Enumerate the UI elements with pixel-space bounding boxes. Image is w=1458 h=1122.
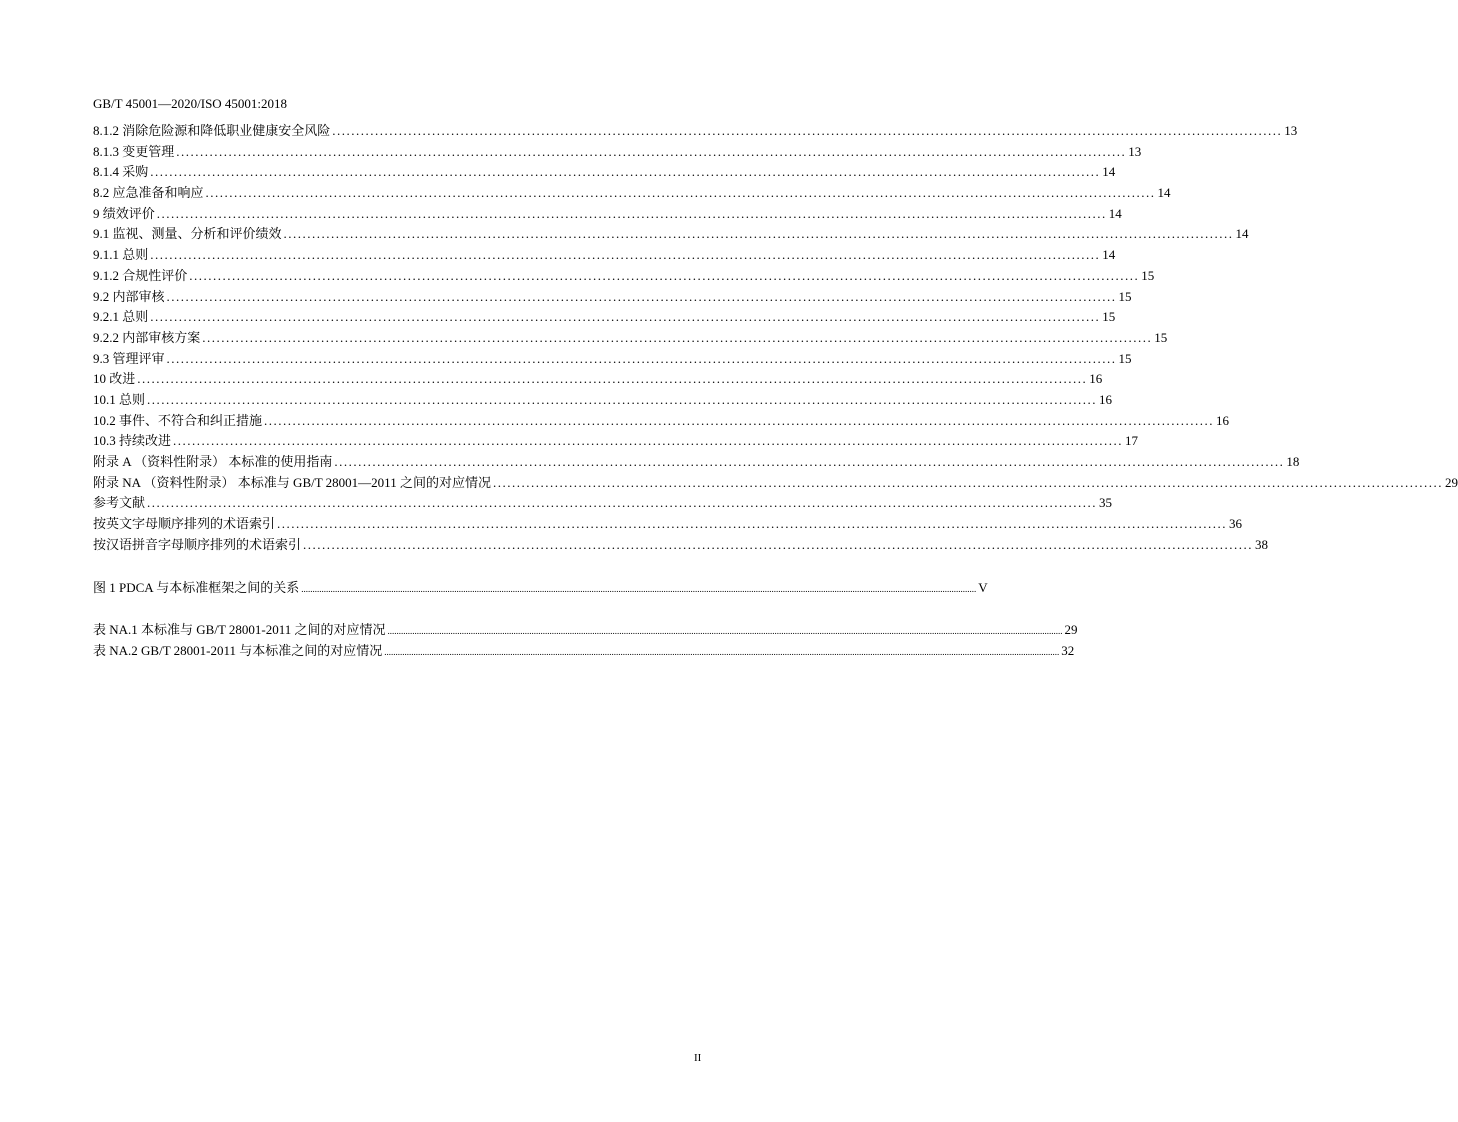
toc-entry-title: 10.1 总则: [93, 391, 146, 407]
toc-entry-page: 14: [1102, 164, 1116, 180]
toc-entry[interactable]: [93, 266, 1155, 287]
toc-entry-title: 附录 NA （资料性附录） 本标准与 GB/T 28001—2011 之间的对应情况: [93, 474, 491, 490]
toc-entry[interactable]: [93, 183, 1171, 204]
table-entry[interactable]: [93, 641, 1075, 662]
toc-entry-page: 36: [1229, 516, 1243, 532]
toc-entry[interactable]: [93, 287, 1132, 308]
dot-leader: ........................................................................................................................................................................................................: [150, 164, 1101, 180]
toc-entry-title: 参考文献: [93, 495, 146, 511]
dot-leader: ........................................................................................................................................................................................................: [147, 391, 1098, 407]
dot-leader: ........................................................................................................................................................................................................: [166, 350, 1117, 366]
dot-leader: ............................................................................................................................................................................................................................................................................................................: [301, 584, 977, 594]
dot-leader: ........................................................................................................................................................................................................: [150, 247, 1101, 263]
document-header: GB/T 45001—2020/ISO 45001:2018: [93, 96, 288, 111]
dot-leader: ........................................................................................................................................................................................................: [264, 412, 1215, 428]
dot-leader: ........................................................................................................................................................................................................: [492, 474, 1443, 490]
toc-entry-title: 8.1.2 消除危险源和降低职业健康安全风险: [93, 123, 331, 138]
toc-entry-title: 9.1.1 总则: [93, 247, 149, 263]
dot-leader: ........................................................................................................................................................................................................: [137, 371, 1088, 387]
toc-entry-title: 9.3 管理评审: [93, 350, 165, 366]
toc-entry-title: 按汉语拼音字母顺序排列的术语索引: [93, 536, 302, 552]
dot-leader: ........................................................................................................................................................................................................: [156, 205, 1107, 221]
toc-entry-page: 29: [1444, 474, 1458, 490]
toc-entry-page: 38: [1255, 536, 1269, 552]
toc-entry-title: 附录 A （资料性附录） 本标准的使用指南: [93, 454, 333, 469]
toc-entry-page: 15: [1102, 309, 1116, 325]
dot-leader: ........................................................................................................................................................................................................: [176, 143, 1127, 159]
table-entry-title: 表 NA.2 GB/T 28001-2011 与本标准之间的对应情况: [93, 642, 383, 658]
figure-entry[interactable]: [93, 578, 988, 599]
toc-entry-page: 15: [1118, 288, 1132, 304]
toc-entry[interactable]: [93, 473, 1458, 494]
list-of-tables: [93, 620, 1078, 661]
toc-entry[interactable]: [93, 390, 1113, 411]
dot-leader: ........................................................................................................................................................................................................: [303, 536, 1254, 552]
toc-entry-title: 9.2.2 内部审核方案: [93, 329, 201, 345]
toc-entry-title: 10.2 事件、不符合和纠正措施: [93, 412, 263, 428]
toc-entry[interactable]: [93, 349, 1132, 370]
toc-entry-page: 15: [1141, 267, 1155, 283]
toc-entry-page: 14: [1108, 205, 1122, 221]
dot-leader: ........................................................................................................................................................................................................: [283, 226, 1234, 242]
toc-entry[interactable]: [93, 452, 1300, 473]
table-entry-page: 32: [1061, 642, 1075, 658]
table-entry[interactable]: [93, 620, 1078, 641]
toc-entry-title: 9.1.2 合规性评价: [93, 267, 188, 283]
toc-entry-title: 9.1 监视、测量、分析和评价绩效: [93, 226, 282, 242]
dot-leader: ........................................................................................................................................................................................................: [150, 309, 1101, 325]
dot-leader: ........................................................................................................................................................................................................: [173, 433, 1124, 449]
figure-entry-page: V: [978, 580, 988, 595]
toc-entry[interactable]: [93, 411, 1230, 432]
dot-leader: ........................................................................................................................................................................................................: [147, 495, 1098, 511]
toc-entry-page: 16: [1089, 371, 1103, 387]
toc-entry[interactable]: [93, 204, 1122, 225]
figure-entry-title: 图 1 PDCA 与本标准框架之间的关系: [93, 580, 300, 595]
dot-leader: ........................................................................................................................................................................................................: [202, 329, 1153, 345]
toc-entry-title: 9.2 内部审核: [93, 288, 165, 304]
toc-entry[interactable]: [93, 224, 1249, 245]
dot-leader: ........................................................................................................................................................................................................: [332, 123, 1283, 138]
toc-entry-title: 10.3 持续改进: [93, 433, 172, 449]
toc-entry-page: 15: [1118, 350, 1132, 366]
table-entry-page: 29: [1064, 622, 1078, 637]
toc-entry[interactable]: [93, 431, 1139, 452]
toc-entry[interactable]: [93, 142, 1142, 163]
toc-entry-page: 16: [1216, 412, 1230, 428]
toc-entry-page: 14: [1102, 247, 1116, 263]
toc-entry-title: 8.1.4 采购: [93, 164, 149, 180]
table-entry-title: 表 NA.1 本标准与 GB/T 28001-2011 之间的对应情况: [93, 622, 386, 637]
toc-entry[interactable]: [93, 245, 1116, 266]
dot-leader: ........................................................................................................................................................................................................: [205, 185, 1156, 201]
toc-entry-title: 10 改进: [93, 371, 136, 387]
dot-leader: ............................................................................................................................................................................................................................................................................................................: [384, 646, 1060, 657]
dot-leader: ............................................................................................................................................................................................................................................................................................................: [387, 626, 1063, 636]
toc-entry-page: 15: [1154, 329, 1168, 345]
toc-entry-title: 8.2 应急准备和响应: [93, 185, 204, 201]
toc-entry-title: 8.1.3 变更管理: [93, 143, 175, 159]
page-number: II: [694, 1052, 702, 1064]
list-of-figures: [93, 578, 988, 599]
toc-entry-page: 18: [1286, 454, 1300, 469]
toc-entry-page: 16: [1099, 391, 1113, 407]
toc-entry-page: 17: [1125, 433, 1139, 449]
dot-leader: ........................................................................................................................................................................................................: [334, 454, 1285, 469]
toc-entry-page: 14: [1157, 185, 1171, 201]
dot-leader: ........................................................................................................................................................................................................: [277, 516, 1228, 532]
toc-entry[interactable]: [93, 162, 1116, 183]
toc-entry-title: 按英文字母顺序排列的术语索引: [93, 516, 276, 532]
table-of-contents: [93, 121, 1458, 555]
toc-entry-page: 35: [1099, 495, 1113, 511]
toc-entry-title: 9.2.1 总则: [93, 309, 149, 325]
toc-entry[interactable]: [93, 121, 1298, 142]
toc-entry[interactable]: [93, 328, 1168, 349]
toc-entry[interactable]: [93, 369, 1103, 390]
toc-entry-page: 13: [1128, 143, 1142, 159]
dot-leader: ........................................................................................................................................................................................................: [166, 288, 1117, 304]
toc-entry[interactable]: [93, 493, 1113, 514]
toc-entry[interactable]: [93, 307, 1116, 328]
toc-entry-page: 14: [1235, 226, 1249, 242]
toc-entry[interactable]: [93, 514, 1243, 535]
toc-entry[interactable]: [93, 535, 1269, 556]
toc-entry-page: 13: [1284, 123, 1298, 138]
dot-leader: ........................................................................................................................................................................................................: [189, 267, 1140, 283]
toc-entry-title: 9 绩效评价: [93, 205, 155, 221]
